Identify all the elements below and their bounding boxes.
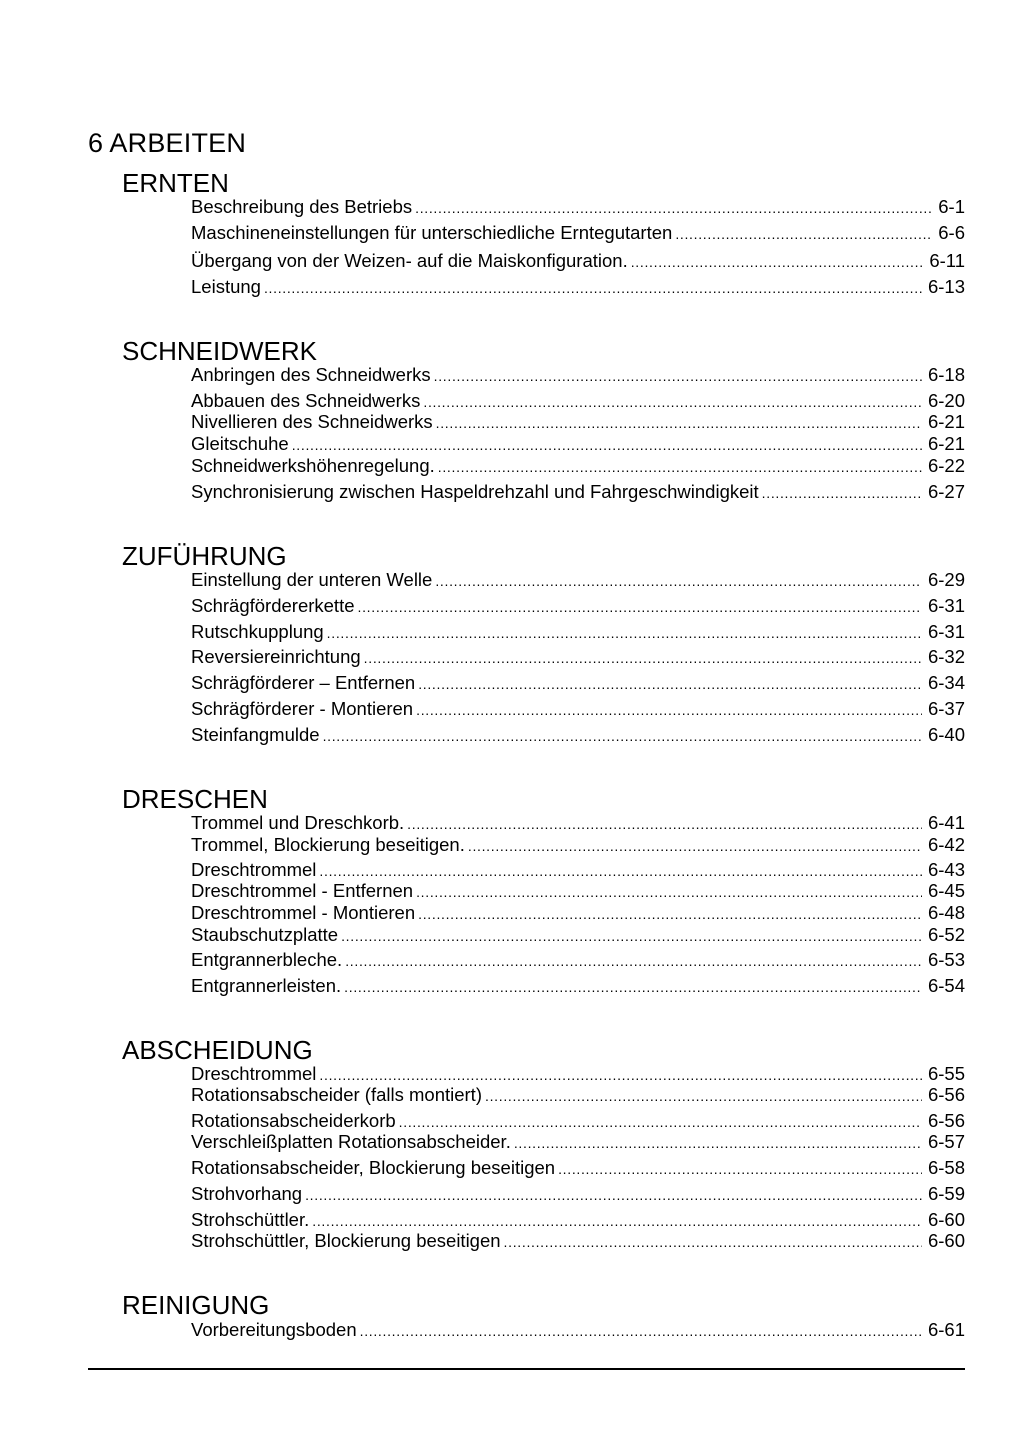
dot-leader — [416, 698, 922, 721]
toc-entry-page: 6-20 — [927, 390, 965, 411]
toc-entry-label: Rotationsabscheider, Blockierung beseitigen — [191, 1157, 556, 1178]
toc-entry-page: 6-61 — [927, 1319, 965, 1340]
toc-entry[interactable] — [191, 390, 965, 413]
toc-entry-label: Abbauen des Schneidwerks — [191, 390, 421, 411]
dot-leader — [485, 1084, 922, 1107]
dot-leader — [341, 924, 922, 947]
dot-leader — [323, 724, 922, 747]
toc-entry-label: Rotationsabscheider (falls montiert) — [191, 1084, 482, 1105]
section-title: ABSCHEIDUNG — [122, 1035, 313, 1065]
toc-entry[interactable] — [191, 859, 965, 882]
toc-entry-page: 6-55 — [927, 1063, 965, 1084]
toc-entry-label: Entgrannerleisten. — [191, 975, 342, 996]
toc-entry[interactable] — [191, 1230, 965, 1253]
dot-leader — [423, 390, 922, 413]
toc-entry[interactable] — [191, 672, 965, 695]
dot-leader — [415, 196, 932, 219]
toc-entry-label: Schrägfördererkette — [191, 595, 355, 616]
toc-entry-label: Maschineneinstellungen für unterschiedliche Erntegutarten — [191, 222, 673, 243]
dot-leader — [345, 949, 922, 972]
dot-leader — [292, 433, 922, 456]
toc-entry-page: 6-52 — [927, 924, 965, 945]
dot-leader — [344, 975, 922, 998]
toc-entry[interactable] — [191, 924, 965, 947]
toc-entry[interactable] — [191, 1084, 965, 1107]
toc-entry-label: Dreschtrommel - Entfernen — [191, 880, 414, 901]
dot-leader — [360, 1319, 922, 1342]
toc-entry-label: Schneidwerkshöhenregelung. — [191, 455, 435, 476]
toc-entry-page: 6-34 — [927, 672, 965, 693]
section-title: ZUFÜHRUNG — [122, 541, 287, 571]
dot-leader — [364, 646, 922, 669]
toc-entry-label: Rotationsabscheiderkorb — [191, 1110, 396, 1131]
toc-entry-label: Übergang von der Weizen- auf die Maiskonfiguration. — [191, 250, 628, 271]
dot-leader — [416, 880, 922, 903]
toc-entry[interactable] — [191, 1110, 965, 1133]
dot-leader — [407, 812, 922, 835]
dot-leader — [675, 222, 932, 245]
toc-entry[interactable] — [191, 1319, 965, 1342]
dot-leader — [418, 902, 922, 925]
toc-entry[interactable] — [191, 880, 965, 903]
toc-entry-label: Strohschüttler. — [191, 1209, 310, 1230]
toc-entry-page: 6-60 — [927, 1209, 965, 1230]
dot-leader — [434, 364, 922, 387]
dot-leader — [438, 455, 922, 478]
dot-leader — [514, 1131, 922, 1154]
dot-leader — [319, 1063, 922, 1086]
toc-entry-label: Dreschtrommel - Montieren — [191, 902, 416, 923]
toc-entry-page: 6-21 — [927, 433, 965, 454]
toc-entry[interactable] — [191, 250, 965, 273]
toc-entry-page: 6-53 — [927, 949, 965, 970]
dot-leader — [504, 1230, 922, 1253]
toc-entry[interactable] — [191, 902, 965, 925]
toc-entry[interactable] — [191, 595, 965, 618]
dot-leader — [319, 859, 922, 882]
toc-entry[interactable] — [191, 433, 965, 456]
toc-entry-page: 6-54 — [927, 975, 965, 996]
toc-entry-label: Dreschtrommel — [191, 859, 317, 880]
toc-entry[interactable] — [191, 1183, 965, 1206]
toc-entry[interactable] — [191, 812, 965, 835]
toc-entry-page: 6-57 — [927, 1131, 965, 1152]
toc-entry[interactable] — [191, 364, 965, 387]
dot-leader — [762, 481, 922, 504]
toc-entry-label: Schrägförderer - Montieren — [191, 698, 414, 719]
dot-leader — [358, 595, 922, 618]
toc-entry-label: Strohvorhang — [191, 1183, 303, 1204]
dot-leader — [264, 276, 922, 299]
toc-entry-page: 6-32 — [927, 646, 965, 667]
toc-entry-label: Vorbereitungsboden — [191, 1319, 357, 1340]
section-title: ERNTEN — [122, 168, 229, 198]
toc-entry-label: Trommel, Blockierung beseitigen. — [191, 834, 465, 855]
toc-entry-label: Nivellieren des Schneidwerks — [191, 411, 433, 432]
toc-entry[interactable] — [191, 975, 965, 998]
bottom-divider — [88, 1368, 965, 1370]
toc-entry-label: Leistung — [191, 276, 261, 297]
toc-entry-page: 6-29 — [927, 569, 965, 590]
dot-leader — [468, 834, 922, 857]
toc-entry[interactable] — [191, 949, 965, 972]
toc-entry-label: Dreschtrommel — [191, 1063, 317, 1084]
toc-entry-label: Reversiereinrichtung — [191, 646, 361, 667]
dot-leader — [558, 1157, 922, 1180]
toc-entry-page: 6-37 — [927, 698, 965, 719]
toc-entry-page: 6-59 — [927, 1183, 965, 1204]
toc-entry[interactable] — [191, 1209, 965, 1232]
toc-entry-page: 6-1 — [938, 196, 965, 217]
toc-entry-page: 6-43 — [927, 859, 965, 880]
toc-entry[interactable] — [191, 1131, 965, 1154]
toc-entry-page: 6-48 — [927, 902, 965, 923]
toc-entry-label: Verschleißplatten Rotationsabscheider. — [191, 1131, 511, 1152]
dot-leader — [436, 411, 922, 434]
toc-entry-page: 6-21 — [927, 411, 965, 432]
toc-entry-page: 6-41 — [927, 812, 965, 833]
toc-entry-page: 6-56 — [927, 1084, 965, 1105]
toc-entry-page: 6-13 — [927, 276, 965, 297]
dot-leader — [327, 621, 922, 644]
toc-entry-page: 6-60 — [927, 1230, 965, 1251]
toc-entry-page: 6-22 — [927, 455, 965, 476]
section-title: SCHNEIDWERK — [122, 336, 318, 366]
toc-entry-label: Schrägförderer – Entfernen — [191, 672, 416, 693]
toc-entry-label: Synchronisierung zwischen Haspeldrehzahl und Fahrgeschwindigkeit — [191, 481, 759, 502]
toc-entry-page: 6-18 — [927, 364, 965, 385]
dot-leader — [631, 250, 924, 273]
toc-entry[interactable] — [191, 621, 965, 644]
toc-entry-page: 6-45 — [927, 880, 965, 901]
toc-entry-page: 6-27 — [927, 481, 965, 502]
toc-entry-label: Steinfangmulde — [191, 724, 320, 745]
dot-leader — [305, 1183, 922, 1206]
toc-entry-page: 6-31 — [927, 595, 965, 616]
toc-entry[interactable] — [191, 1157, 965, 1180]
toc-entry[interactable] — [191, 1063, 965, 1086]
toc-entry[interactable] — [191, 411, 965, 434]
chapter-title: 6 ARBEITEN — [88, 128, 247, 158]
toc-entry[interactable] — [191, 646, 965, 669]
toc-entry[interactable] — [191, 222, 965, 245]
toc-entry-label: Anbringen des Schneidwerks — [191, 364, 431, 385]
toc-entry-label: Gleitschuhe — [191, 433, 289, 454]
toc-entry-label: Trommel und Dreschkorb. — [191, 812, 405, 833]
toc-entry-label: Strohschüttler, Blockierung beseitigen — [191, 1230, 501, 1251]
toc-entry-page: 6-31 — [927, 621, 965, 642]
section-title: DRESCHEN — [122, 784, 268, 814]
toc-entry-label: Entgrannerbleche. — [191, 949, 343, 970]
toc-entry[interactable] — [191, 834, 965, 857]
toc-entry[interactable] — [191, 196, 965, 219]
toc-entry[interactable] — [191, 481, 965, 504]
section-title: REINIGUNG — [122, 1290, 270, 1320]
dot-leader — [418, 672, 922, 695]
dot-leader — [435, 569, 922, 592]
toc-entry-label: Rutschkupplung — [191, 621, 324, 642]
toc-entry-page: 6-56 — [927, 1110, 965, 1131]
toc-entry[interactable] — [191, 569, 965, 592]
toc-entry-page: 6-11 — [929, 250, 965, 271]
toc-entry[interactable] — [191, 724, 965, 747]
dot-leader — [312, 1209, 922, 1232]
toc-entry-label: Staubschutzplatte — [191, 924, 339, 945]
toc-entry-page: 6-58 — [927, 1157, 965, 1178]
toc-entry-page: 6-6 — [938, 222, 965, 243]
toc-entry-label: Beschreibung des Betriebs — [191, 196, 413, 217]
toc-entry-page: 6-40 — [927, 724, 965, 745]
dot-leader — [399, 1110, 922, 1133]
toc-entry-label: Einstellung der unteren Welle — [191, 569, 433, 590]
toc-entry-page: 6-42 — [927, 834, 965, 855]
toc-entry[interactable] — [191, 698, 965, 721]
toc-entry[interactable] — [191, 276, 965, 299]
toc-entry[interactable] — [191, 455, 965, 478]
